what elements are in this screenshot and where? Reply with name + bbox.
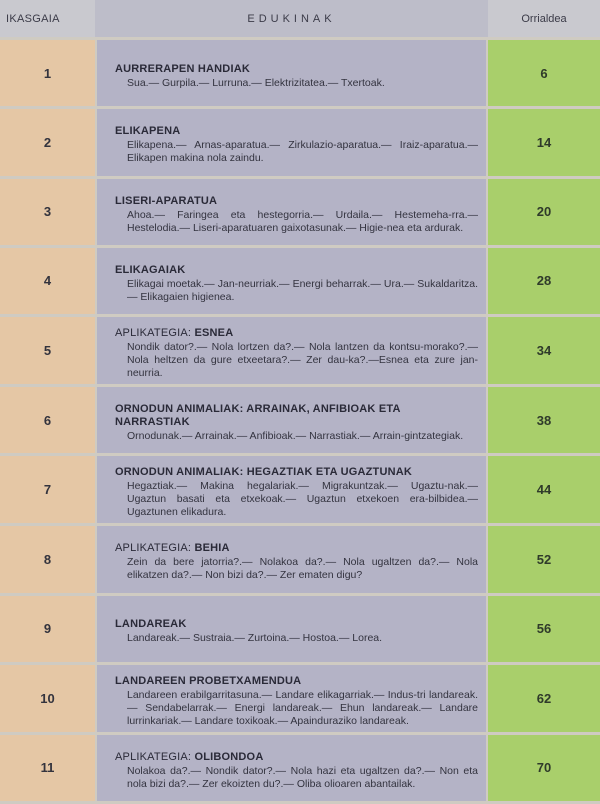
lesson-title	[115, 466, 478, 479]
lesson-contents	[95, 317, 488, 387]
lesson-topics: Elikapena.— Arnas-aparatua.— Zirkulazio-aparatua.— Iraiz-aparatua.— Elikapen makina nola zaindu.	[127, 139, 478, 165]
lesson-title	[115, 675, 478, 688]
lesson-number: 11	[0, 735, 95, 804]
lesson-topics: Sua.— Gurpila.— Lurruna.— Elektrizitatea.— Txertoak.	[127, 76, 385, 89]
page-number: 34	[488, 317, 600, 387]
header-lesson: IKASGAIA	[0, 0, 95, 40]
page-number: 56	[488, 596, 600, 665]
lesson-topics: Landareen erabilgarritasuna.— Landare elikagarriak.— Indus-tri landareak.— Sendabelarrak.— Energi landareak.— Ehun landareak.— Landare lurrinkariak.— Landare toxikoak.— Apainduraziko landareak.	[127, 688, 478, 727]
page-number: 70	[488, 735, 600, 804]
lesson-contents	[95, 40, 488, 109]
lesson-title-text: LISERI-APARATUA	[115, 194, 218, 207]
lesson-contents	[95, 387, 488, 456]
lesson-title-text: AURRERAPEN HANDIAK	[115, 62, 250, 75]
page-number: 6	[488, 40, 600, 109]
page-number: 44	[488, 456, 600, 526]
lesson-title	[115, 403, 478, 429]
header-page: Orrialdea	[488, 0, 600, 40]
lesson-number: 5	[0, 317, 95, 387]
lesson-title	[115, 195, 478, 208]
lesson-contents	[95, 665, 488, 735]
lesson-contents	[95, 526, 488, 595]
lesson-title	[115, 618, 478, 631]
lesson-title-prefix: APLIKATEGIA:	[115, 750, 195, 763]
page-number: 28	[488, 248, 600, 317]
lesson-title	[115, 264, 478, 277]
header-contents: EDUKINAK	[95, 0, 488, 40]
lesson-topics: Zein da bere jatorria?.— Nolakoa da?.— Nola ugaltzen da?.— Nola elikatzen da?.— Non bizi da?.— Zer ematen digu?	[127, 556, 478, 582]
lesson-contents	[95, 109, 488, 178]
page-number: 20	[488, 179, 600, 248]
lesson-contents	[95, 735, 488, 804]
lesson-number: 1	[0, 40, 95, 109]
page-number: 38	[488, 387, 600, 456]
lesson-number: 3	[0, 179, 95, 248]
lesson-title-text: BEHIA	[194, 542, 230, 555]
lesson-number: 6	[0, 387, 95, 456]
page-number: 62	[488, 665, 600, 735]
lesson-title-text: LANDAREAK	[115, 618, 187, 631]
lesson-title	[115, 327, 478, 340]
lesson-number: 8	[0, 526, 95, 595]
lesson-topics: Ornodunak.— Arrainak.— Anfibioak.— Narrastiak.— Arrain-gintzategiak.	[127, 430, 464, 443]
lesson-title-prefix: APLIKATEGIA:	[115, 542, 195, 555]
page-number: 14	[488, 109, 600, 178]
lesson-title-text: LANDAREEN PROBETXAMENDUA	[115, 674, 302, 687]
lesson-number: 9	[0, 596, 95, 665]
lesson-contents	[95, 179, 488, 248]
lesson-title	[115, 125, 478, 138]
lesson-title	[115, 751, 478, 764]
lesson-number: 7	[0, 456, 95, 526]
lesson-number: 4	[0, 248, 95, 317]
lesson-title-text: ELIKAPENA	[115, 125, 181, 138]
lesson-title-text: ELIKAGAIAK	[115, 263, 186, 276]
lesson-topics: Hegaztiak.— Makina hegalariak.— Migrakuntzak.— Ugaztu-nak.— Ugaztun basati eta etxekoak.— Ugaztun etxekoen era-bilbidea.— Ugaztunen elikadura.	[127, 480, 478, 519]
lesson-number: 10	[0, 665, 95, 735]
lesson-title-text: ORNODUN ANIMALIAK: HEGAZTIAK ETA UGAZTUNAK	[115, 466, 413, 479]
lesson-contents	[95, 456, 488, 526]
lesson-topics: Landareak.— Sustraia.— Zurtoina.— Hostoa.— Lorea.	[127, 632, 383, 645]
lesson-topics: Elikagai moetak.— Jan-neurriak.— Energi beharrak.— Ura.— Sukaldaritza.— Elikagaien higienea.	[127, 277, 478, 303]
lesson-topics: Ahoa.— Faringea eta hestegorria.— Urdaila.— Hestemeha-rra.— Hestelodia.— Liseri-aparatuaren gaixotasunak.— Higie-nea eta ardurak.	[127, 208, 478, 234]
page-number: 52	[488, 526, 600, 595]
lesson-title-text: ESNEA	[194, 327, 234, 339]
lesson-title	[115, 63, 478, 76]
lesson-contents	[95, 596, 488, 665]
lesson-title-prefix: APLIKATEGIA:	[115, 327, 195, 339]
lesson-title	[115, 542, 478, 555]
lesson-topics: Nolakoa da?.— Nondik dator?.— Nola hazi eta ugaltzen da?.— Non eta nola bizi da?.— Zer ekoizten du?.— Oliba olioaren abantailak.	[127, 764, 478, 790]
lesson-contents	[95, 248, 488, 317]
lesson-number: 2	[0, 109, 95, 178]
lesson-topics: Nondik dator?.— Nola lortzen da?.— Nola lantzen da kontsu-morako?.— Nola heltzen da gure etxeetara?.— Zer dau-ka?.—Esnea eta zure jan-neurria.	[127, 341, 478, 379]
lesson-title-text: OLIBONDOA	[194, 750, 264, 763]
lesson-title-text: ORNODUN ANIMALIAK: ARRAINAK, ANFIBIOAK ETA NARRASTIAK	[115, 403, 401, 429]
